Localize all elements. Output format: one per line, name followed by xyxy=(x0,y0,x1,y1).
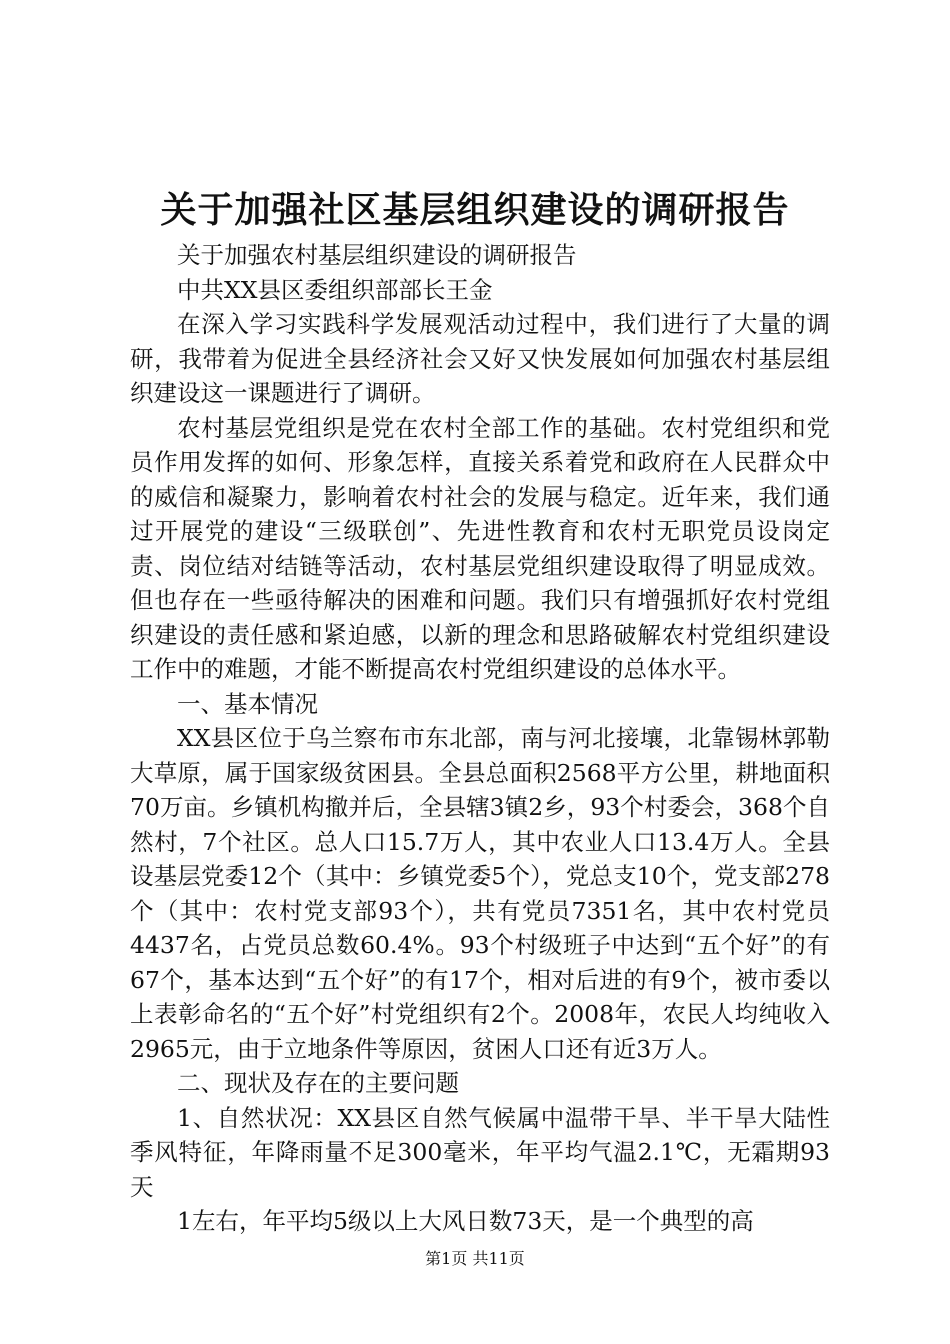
subtitle-line: 关于加强农村基层组织建设的调研报告 xyxy=(177,241,577,269)
section-heading: 二、现状及存在的主要问题 xyxy=(177,1069,459,1097)
body-paragraph: 1左右，年平均5级以上大风日数73天，是一个典型的高 xyxy=(177,1207,754,1235)
page-footer: 第1页 共11页 xyxy=(425,1249,525,1268)
body-paragraph: 在深入学习实践科学发展观活动过程中，我们进行了大量的调研，我带着为促进全县经济社会又好又快发展如何加强农村基层组织建设这一课题进行了调研。 xyxy=(130,310,830,407)
body-paragraph: 1、自然状况：XX县区自然气候属中温带干旱、半干旱大陆性季风特征，年降雨量不足300毫米，年平均气温2.1℃，无霜期93天 xyxy=(130,1103,830,1201)
document-title: 关于加强社区基层组织建设的调研报告 xyxy=(160,189,790,231)
author-line: 中共XX县区委组织部部长王金 xyxy=(177,275,493,304)
section-heading: 一、基本情况 xyxy=(177,689,318,718)
document-body xyxy=(130,238,830,1239)
body-paragraph: 农村基层党组织是党在农村全部工作的基础。农村党组织和党员作用发挥的如何、形象怎样，直接关系着党和政府在人民群众中的威信和凝聚力，影响着农村社会的发展与稳定。近年来，我们通过开展党的建设“三级联创”、先进性教育和农村无职党员设岗定责、岗位结对结链等活动，农村基层党组织建设取得了明显成效。但也存在一些亟待解决的困难和问题。我们只有增强抓好农村党组织建设的责任感和紧迫感，以新的理念和思路破解农村党组织建设工作中的难题，才能不断提高农村党组织建设的总体水平。 xyxy=(130,413,830,683)
body-paragraph: XX县区位于乌兰察布市东北部，南与河北接壤，北靠锡林郭勒大草原，属于国家级贫困县。全县总面积2568平方公里，耕地面积70万亩。乡镇机构撤并后，全县辖3镇2乡，93个村委会，368个自然村，7个社区。总人口15.7万人，其中农业人口13.4万人。全县设基层党委12个（其中：乡镇党委5个），党总支10个，党支部278个（其中：农村党支部93个），共有党员7351名，其中农村党员4437名，占党员总数60.4%。93个村级班子中达到“五个好”的有67个，基本达到“五个好”的有17个，相对后进的有9个，被市委以上表彰命名的“五个好”村党组织有2个。2008年，农民人均纯收入2965元，由于立地条件等原因，贫困人口还有近3万人。 xyxy=(130,724,830,1063)
